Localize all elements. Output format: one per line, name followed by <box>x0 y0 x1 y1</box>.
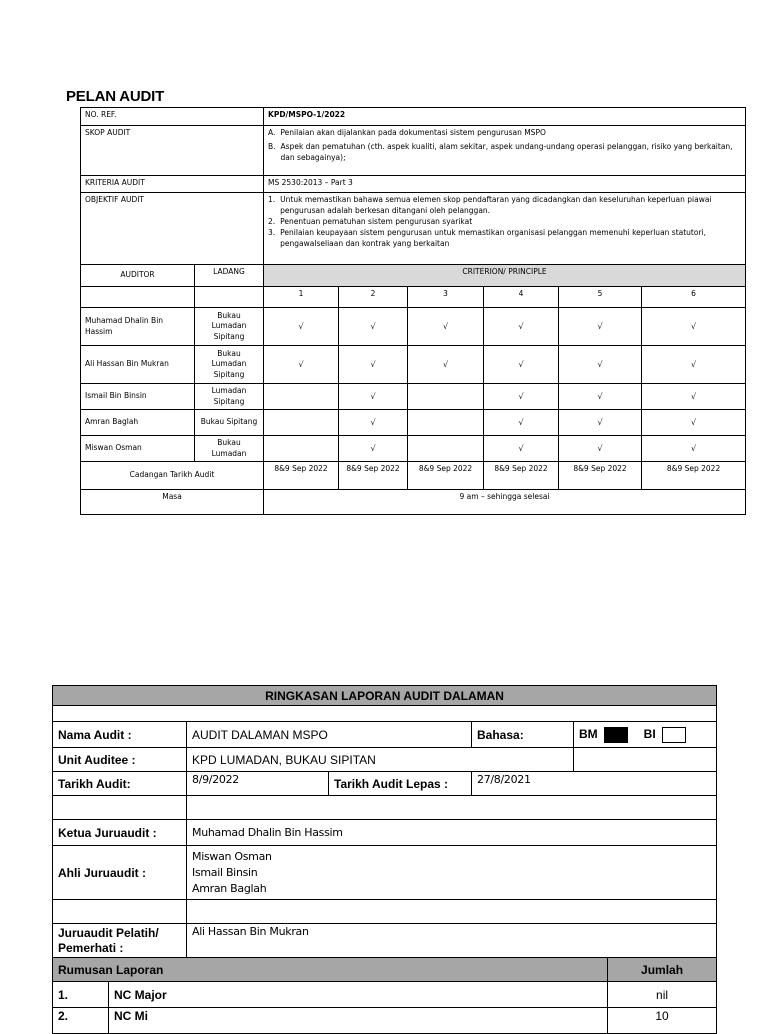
objektif-item <box>268 228 741 250</box>
rumusan-label: Rumusan Laporan <box>53 958 608 982</box>
tarikh-value: 8&9 Sep 2022 <box>642 462 746 490</box>
document-title: PELAN AUDIT <box>66 88 165 105</box>
pelatih-value: Ali Hassan Bin Mukran <box>187 924 717 958</box>
criterion-check-cell <box>264 346 339 384</box>
check-mark-icon: √ <box>690 417 697 427</box>
bahasa-options <box>574 722 717 748</box>
auditor-name: Miswan Osman <box>81 436 195 462</box>
criterion-check-cell <box>559 436 642 462</box>
objektif-item <box>268 217 741 228</box>
criterion-check-cell <box>264 384 339 410</box>
jumlah-label: Jumlah <box>608 958 717 982</box>
criterion-check-cell <box>408 410 484 436</box>
tarikh-audit-value: 8/9/2022 <box>187 772 329 796</box>
unit-auditee-label: Unit Auditee : <box>53 748 187 772</box>
empty-cell <box>81 287 195 308</box>
bi-label: BI <box>643 726 656 741</box>
tarikh-audit-lepas-value: 27/8/2021 <box>472 772 717 796</box>
check-mark-icon: √ <box>597 391 603 401</box>
auditor-row <box>81 308 746 346</box>
check-mark-icon: √ <box>518 443 524 453</box>
check-mark-icon: √ <box>442 321 449 331</box>
nama-audit-value: AUDIT DALAMAN MSPO <box>187 722 472 748</box>
criterion-check-cell <box>264 308 339 346</box>
no-ref-value: KPD/MSPO-1/2022 <box>264 108 746 126</box>
skop-item <box>268 128 741 139</box>
criterion-check-cell <box>339 346 408 384</box>
empty-cell <box>53 900 187 924</box>
bm-checkbox[interactable] <box>604 727 628 743</box>
ringkasan-header: RINGKASAN LAPORAN AUDIT DALAMAN <box>53 686 717 706</box>
check-mark-icon: √ <box>298 359 304 369</box>
criterion-check-cell <box>264 410 339 436</box>
pelatih-label: Juruaudit Pelatih/ Pemerhati : <box>53 924 187 958</box>
kriteria-label: KRITERIA AUDIT <box>81 176 264 193</box>
objektif-item-number: 1. <box>268 195 276 204</box>
rumusan-row-label: NC Mi <box>109 1008 608 1034</box>
ketua-juruaudit-value: Muhamad Dhalin Bin Hassim <box>187 820 717 846</box>
bi-checkbox[interactable] <box>662 727 686 743</box>
auditor-name: Ali Hassan Bin Mukran <box>81 346 195 384</box>
ahli-juruaudit-label: Ahli Juruaudit : <box>53 846 187 900</box>
masa-label: Masa <box>81 490 264 515</box>
check-mark-icon: √ <box>597 417 603 427</box>
check-mark-icon: √ <box>518 321 524 331</box>
principle-number: 1 <box>264 287 339 308</box>
skop-item-number: B. <box>268 141 276 151</box>
auditor-row <box>81 384 746 410</box>
criterion-check-cell <box>484 384 559 410</box>
skop-item-text: Aspek dan pematuhan (cth. aspek kualiti, alam sekitar, aspek undang-undang operasi pelanggan, risiko yang berkaitan, dan sebagainya); <box>280 141 733 162</box>
masa-value: 9 am – sehingga selesai <box>264 490 746 515</box>
rumusan-row-label: NC Major <box>109 982 608 1008</box>
criterion-check-cell <box>559 346 642 384</box>
criterion-column-header: CRITERION/ PRINCIPLE <box>264 265 746 287</box>
ketua-juruaudit-label: Ketua Juruaudit : <box>53 820 187 846</box>
ahli-juruaudit-name: Amran Baglah <box>192 881 267 895</box>
unit-auditee-value: KPD LUMADAN, BUKAU SIPITAN <box>187 748 574 772</box>
tarikh-value: 8&9 Sep 2022 <box>408 462 484 490</box>
criterion-check-cell <box>484 410 559 436</box>
tarikh-value: 8&9 Sep 2022 <box>339 462 408 490</box>
criterion-check-cell <box>408 346 484 384</box>
tarikh-value: 8&9 Sep 2022 <box>559 462 642 490</box>
empty-cell <box>187 900 717 924</box>
objektif-label: OBJEKTIF AUDIT <box>81 193 264 265</box>
check-mark-icon: √ <box>597 321 603 331</box>
check-mark-icon: √ <box>298 321 304 331</box>
rumusan-row-value: nil <box>608 982 717 1008</box>
check-mark-icon: √ <box>690 443 697 453</box>
skop-item-text: Penilaian akan dijalankan pada dokumentasi sistem pengurusan MSPO <box>280 128 546 137</box>
check-mark-icon: √ <box>597 359 603 369</box>
principle-number: 5 <box>559 287 642 308</box>
check-mark-icon: √ <box>690 359 697 369</box>
ladang-column-header: LADANG <box>195 265 264 287</box>
skop-label: SKOP AUDIT <box>81 126 264 176</box>
check-mark-icon: √ <box>690 391 697 401</box>
objektif-item-number: 2. <box>268 216 276 226</box>
auditor-ladang: Bukau Lumadan <box>195 436 264 462</box>
skop-item-number: A. <box>268 128 276 137</box>
auditor-name: Amran Baglah <box>81 410 195 436</box>
empty-cell <box>187 796 717 820</box>
tarikh-value: 8&9 Sep 2022 <box>484 462 559 490</box>
nama-audit-label: Nama Audit : <box>53 722 187 748</box>
no-ref-label: NO. REF. <box>81 108 264 126</box>
auditor-row <box>81 436 746 462</box>
auditor-row <box>81 346 746 384</box>
empty-cell <box>574 748 717 772</box>
skop-cell <box>264 126 746 176</box>
spacer-row <box>53 706 717 722</box>
empty-cell <box>195 287 264 308</box>
auditor-name: Muhamad Dhalin Bin Hassim <box>81 308 195 346</box>
criterion-check-cell <box>642 308 746 346</box>
auditor-ladang: Bukau Lumadan Sipitang <box>195 308 264 346</box>
kriteria-value: MS 2530:2013 – Part 3 <box>264 176 746 193</box>
check-mark-icon: √ <box>518 359 524 369</box>
check-mark-icon: √ <box>370 391 376 401</box>
objektif-item-text: Penilaian keupayaan sistem pengurusan untuk memastikan organisasi pelanggan memenuhi keperluan statutori, pengawalseliaan dan kontrak yang berkaitan <box>280 227 707 248</box>
criterion-check-cell <box>264 436 339 462</box>
objektif-cell <box>264 193 746 265</box>
check-mark-icon: √ <box>442 359 449 369</box>
skop-item <box>268 142 741 164</box>
rumusan-row-number: 1. <box>53 982 109 1008</box>
audit-plan-table <box>80 107 746 515</box>
principle-number: 6 <box>642 287 746 308</box>
principle-number: 4 <box>484 287 559 308</box>
auditor-ladang: Bukau Lumadan Sipitang <box>195 346 264 384</box>
criterion-check-cell <box>339 384 408 410</box>
criterion-check-cell <box>484 346 559 384</box>
check-mark-icon: √ <box>370 359 376 369</box>
tarikh-label: Cadangan Tarikh Audit <box>81 462 264 490</box>
criterion-check-cell <box>642 410 746 436</box>
rumusan-row-value: 10 <box>608 1008 717 1034</box>
criterion-check-cell <box>559 384 642 410</box>
auditor-ladang: Lumadan Sipitang <box>195 384 264 410</box>
criterion-check-cell <box>408 308 484 346</box>
ringkasan-table <box>52 685 717 1034</box>
criterion-check-cell <box>339 410 408 436</box>
bm-label: BM <box>579 726 598 741</box>
ahli-juruaudit-values <box>187 846 717 900</box>
ahli-juruaudit-name: Ismail Binsin <box>192 865 258 879</box>
auditor-column-header: AUDITOR <box>81 265 195 287</box>
tarikh-audit-lepas-label: Tarikh Audit Lepas : <box>329 772 472 796</box>
objektif-item <box>268 195 741 217</box>
auditor-name: Ismail Bin Binsin <box>81 384 195 410</box>
criterion-check-cell <box>339 308 408 346</box>
auditor-row <box>81 410 746 436</box>
check-mark-icon: √ <box>597 443 603 453</box>
check-mark-icon: √ <box>518 417 524 427</box>
criterion-check-cell <box>408 384 484 410</box>
criterion-check-cell <box>559 308 642 346</box>
bahasa-label: Bahasa: <box>472 722 574 748</box>
check-mark-icon: √ <box>690 321 697 331</box>
criterion-check-cell <box>559 410 642 436</box>
criterion-check-cell <box>642 384 746 410</box>
check-mark-icon: √ <box>370 417 376 427</box>
objektif-item-text: Penentuan pematuhan sistem pengurusan syarikat <box>280 216 473 226</box>
empty-cell <box>53 796 187 820</box>
tarikh-audit-label: Tarikh Audit: <box>53 772 187 796</box>
principle-number: 3 <box>408 287 484 308</box>
check-mark-icon: √ <box>370 443 376 453</box>
criterion-check-cell <box>642 346 746 384</box>
principle-number: 2 <box>339 287 408 308</box>
check-mark-icon: √ <box>518 391 524 401</box>
criterion-check-cell <box>484 436 559 462</box>
ahli-juruaudit-name: Miswan Osman <box>192 849 272 863</box>
tarikh-value: 8&9 Sep 2022 <box>264 462 339 490</box>
auditor-ladang: Bukau Sipitang <box>195 410 264 436</box>
criterion-check-cell <box>339 436 408 462</box>
check-mark-icon: √ <box>370 321 376 331</box>
criterion-check-cell <box>408 436 484 462</box>
objektif-item-text: Untuk memastikan bahawa semua elemen skop pendaftaran yang dicadangkan dan keseluruhan keperluan piawai pengurusan adalah berkesan ditangani oleh pelanggan. <box>280 195 712 215</box>
criterion-check-cell <box>484 308 559 346</box>
criterion-check-cell <box>642 436 746 462</box>
rumusan-row-number: 2. <box>53 1008 109 1034</box>
objektif-item-number: 3. <box>268 227 276 237</box>
